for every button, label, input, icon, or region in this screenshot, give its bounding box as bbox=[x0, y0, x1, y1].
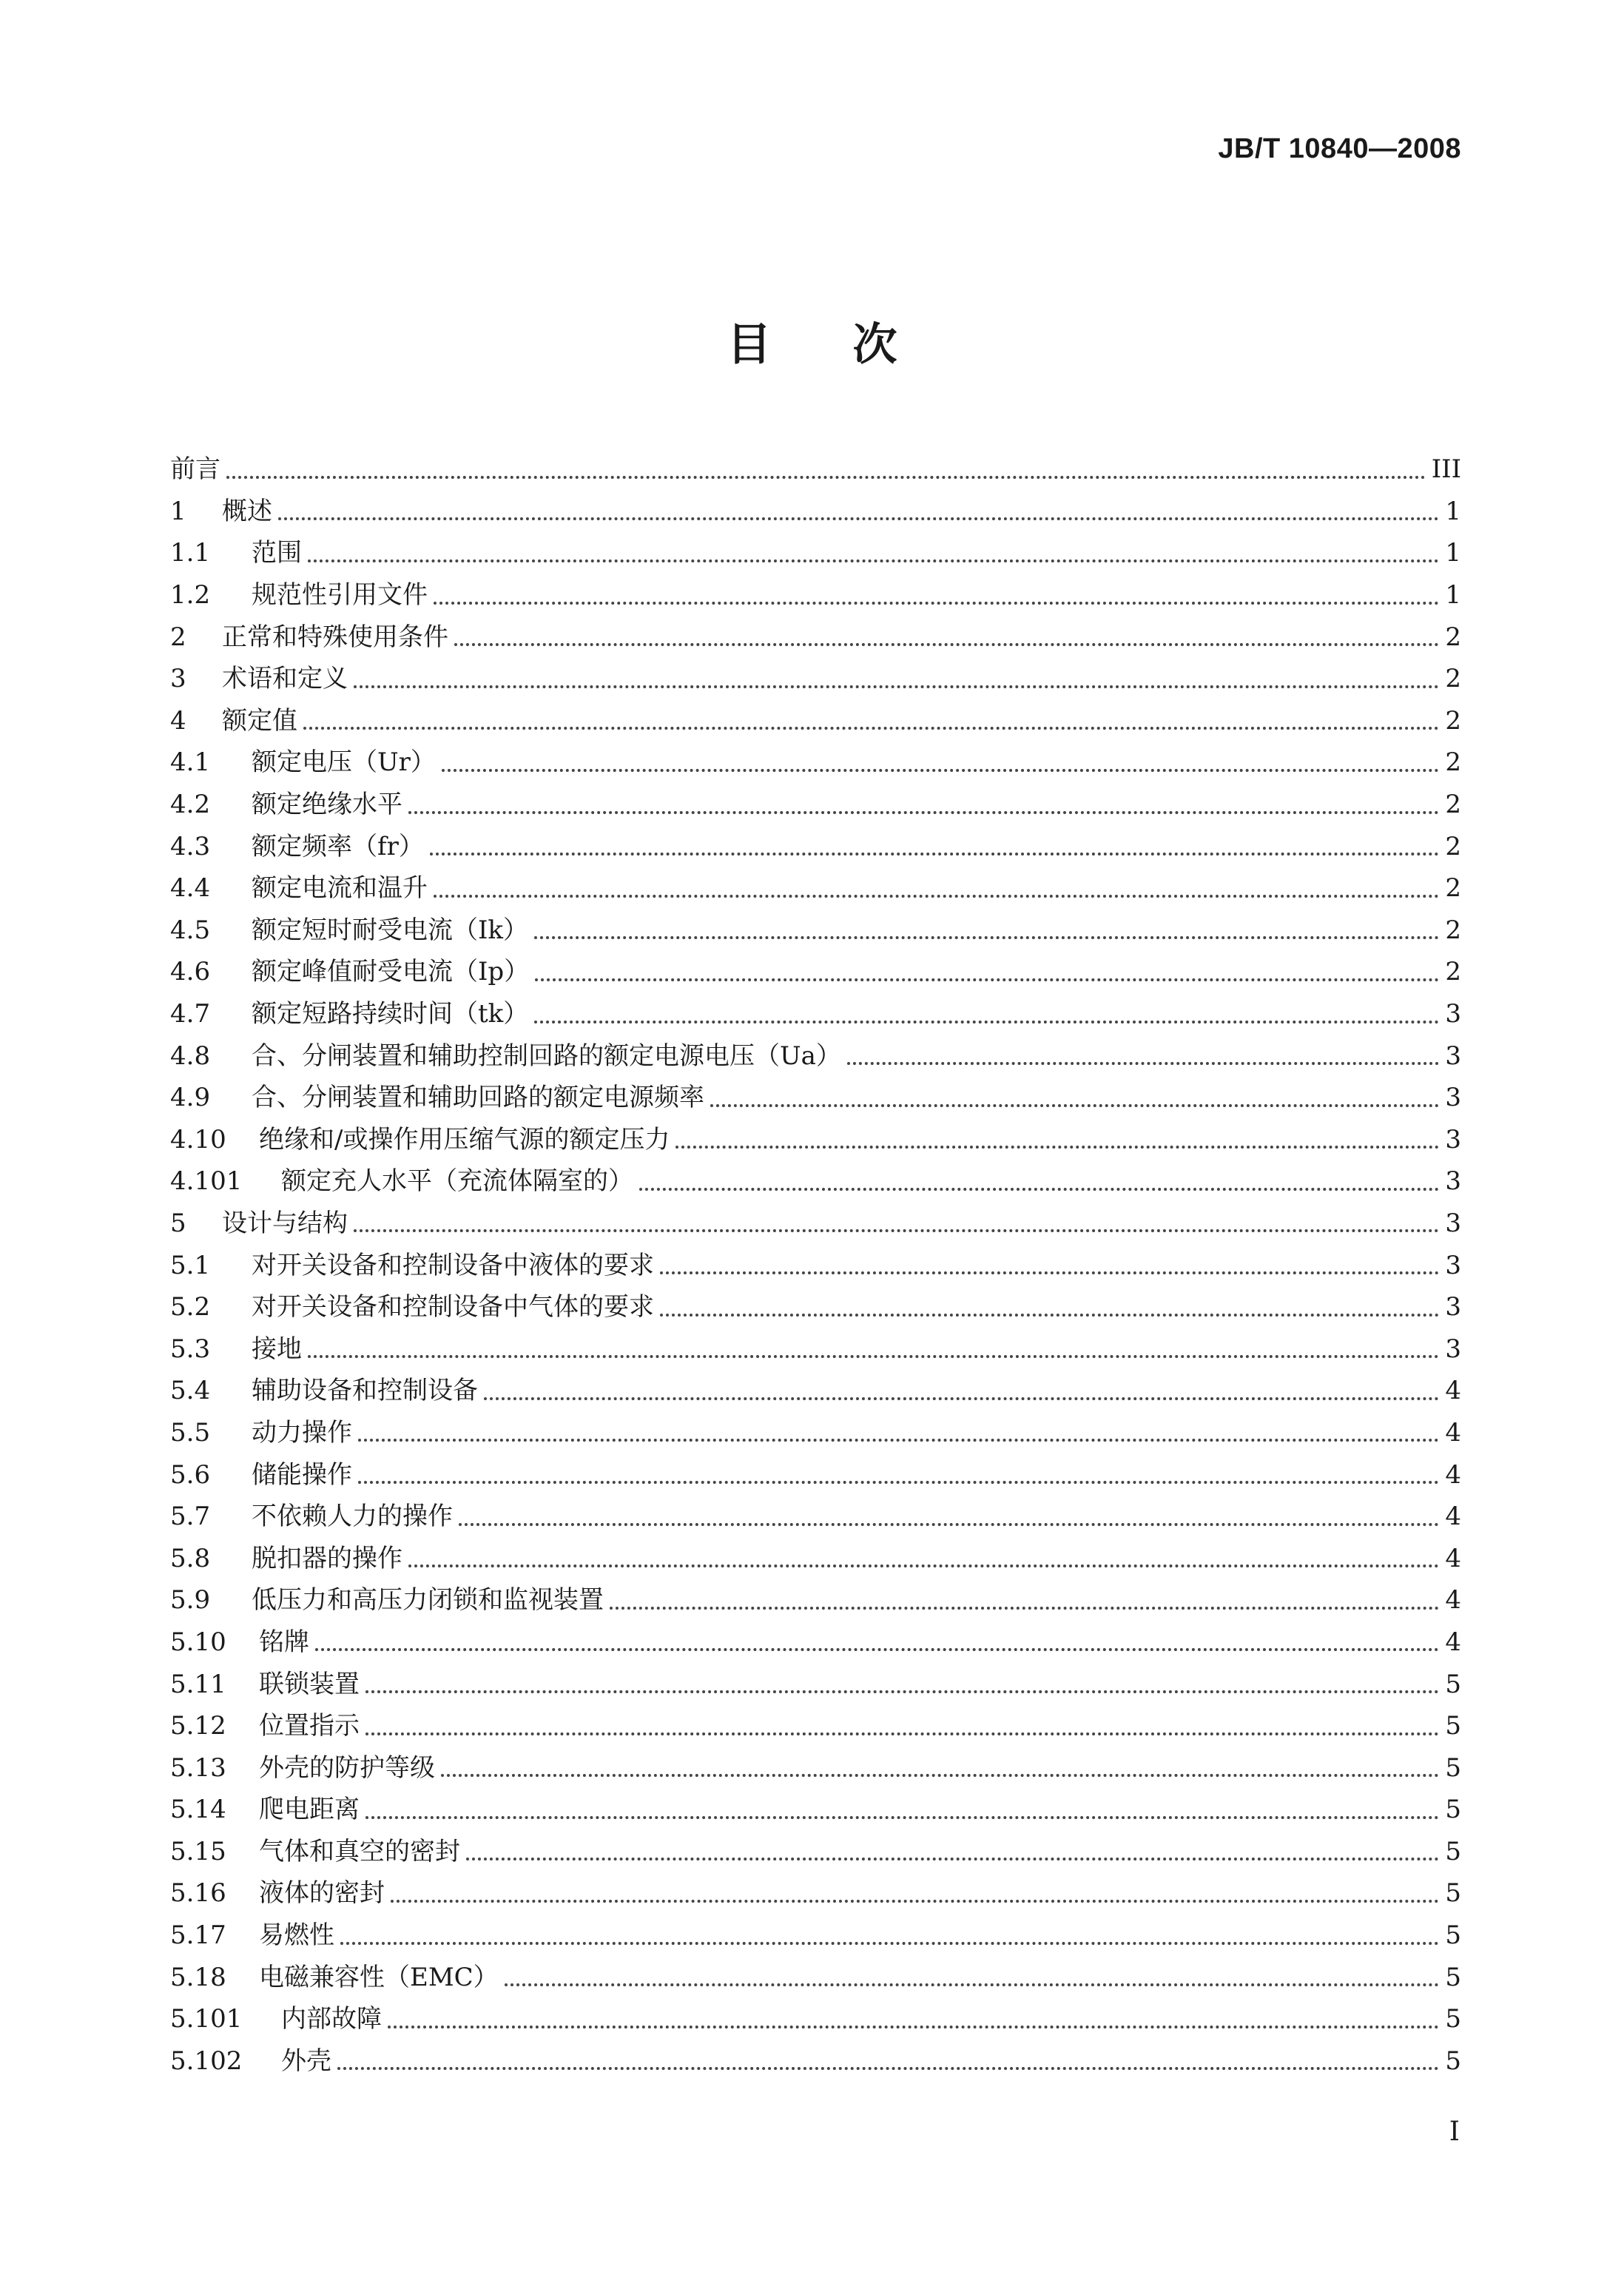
toc-entry-number: 5.101 bbox=[170, 2004, 243, 2034]
toc-entry-number: 5.10 bbox=[170, 1627, 226, 1657]
page-number: I bbox=[1449, 2117, 1460, 2147]
toc-entry-number: 4 bbox=[170, 705, 186, 736]
toc-leader-dots bbox=[484, 1396, 1439, 1400]
toc-leader-dots bbox=[610, 1606, 1439, 1610]
toc-entry[interactable] bbox=[170, 574, 1461, 616]
toc-leader-dots bbox=[442, 768, 1439, 772]
toc-entry-title: 合、分闸装置和辅助控制回路的额定电源电压（Ua） bbox=[252, 1041, 841, 1071]
toc-entry-page: 1 bbox=[1445, 496, 1461, 526]
toc-entry-title: 额定峰值耐受电流（Ip） bbox=[252, 957, 530, 987]
toc-entry-number: 5.14 bbox=[170, 1795, 226, 1825]
toc-entry-title: 前言 bbox=[170, 454, 220, 485]
toc-entry-number: 5.12 bbox=[170, 1711, 226, 1741]
toc-entry[interactable] bbox=[170, 1328, 1461, 1370]
toc-entry-page: 2 bbox=[1445, 915, 1461, 945]
toc-entry-number: 5.6 bbox=[170, 1459, 211, 1490]
toc-entry[interactable] bbox=[170, 1915, 1461, 1957]
toc-leader-dots bbox=[675, 1145, 1439, 1149]
toc-entry-page: 3 bbox=[1445, 1334, 1461, 1364]
toc-leader-dots bbox=[660, 1313, 1439, 1317]
toc-leader-dots bbox=[408, 810, 1439, 814]
toc-leader-dots bbox=[315, 1647, 1439, 1651]
toc-leader-dots bbox=[358, 1438, 1439, 1442]
toc-entry-title: 动力操作 bbox=[252, 1417, 352, 1448]
toc-entry-number: 5.9 bbox=[170, 1585, 211, 1616]
toc-entry-title: 对开关设备和控制设备中液体的要求 bbox=[252, 1250, 654, 1280]
toc-entry-number: 4.101 bbox=[170, 1166, 243, 1197]
toc-entry-number: 2 bbox=[170, 622, 186, 652]
toc-entry-title: 额定充人水平（充流体隔室的） bbox=[281, 1166, 633, 1197]
toc-entry-title: 对开关设备和控制设备中气体的要求 bbox=[252, 1292, 654, 1322]
toc-leader-dots bbox=[441, 1773, 1439, 1777]
toc-leader-dots bbox=[308, 559, 1439, 562]
toc-entry[interactable] bbox=[170, 951, 1461, 993]
toc-entry-title: 位置指示 bbox=[259, 1711, 360, 1741]
toc-entry-page: 3 bbox=[1445, 1124, 1461, 1154]
toc-entry-title: 不依赖人力的操作 bbox=[252, 1502, 453, 1532]
toc-entry-page: 5 bbox=[1445, 1795, 1461, 1825]
toc-entry[interactable] bbox=[170, 1035, 1461, 1077]
toc-entry-title: 接地 bbox=[252, 1334, 302, 1364]
toc-leader-dots bbox=[454, 642, 1439, 646]
toc-entry[interactable] bbox=[170, 1412, 1461, 1454]
toc-entry-title: 储能操作 bbox=[252, 1459, 352, 1490]
toc-entry[interactable] bbox=[170, 825, 1461, 867]
page-title: 目次 bbox=[727, 319, 979, 371]
toc-entry-page: 5 bbox=[1445, 1920, 1461, 1951]
toc-leader-dots bbox=[303, 726, 1439, 730]
toc-entry-page: 3 bbox=[1445, 1166, 1461, 1197]
toc-entry-number: 5.2 bbox=[170, 1292, 211, 1322]
toc-entry-number: 1.2 bbox=[170, 580, 211, 611]
toc-entry-page: 3 bbox=[1445, 1083, 1461, 1113]
toc-entry[interactable] bbox=[170, 1998, 1461, 2040]
toc-entry[interactable] bbox=[170, 1286, 1461, 1328]
toc-leader-dots bbox=[308, 1354, 1439, 1358]
toc-entry-page: 3 bbox=[1445, 1208, 1461, 1238]
toc-entry-number: 4.4 bbox=[170, 873, 211, 904]
toc-entry-title: 额定绝缘水平 bbox=[252, 790, 402, 820]
toc-entry-title: 额定短路持续时间（tk） bbox=[252, 999, 529, 1029]
toc-leader-dots bbox=[710, 1103, 1439, 1107]
toc-entry-page: 5 bbox=[1445, 1711, 1461, 1741]
toc-leader-dots bbox=[459, 1522, 1439, 1526]
toc-entry[interactable] bbox=[170, 1872, 1461, 1915]
toc-entry-number: 5.1 bbox=[170, 1250, 211, 1280]
toc-leader-dots bbox=[535, 978, 1439, 981]
toc-entry-number: 4.8 bbox=[170, 1041, 211, 1071]
toc-entry-page: 5 bbox=[1445, 1878, 1461, 1909]
toc-entry-page: 5 bbox=[1445, 2004, 1461, 2034]
toc-entry-page: 3 bbox=[1445, 999, 1461, 1029]
toc-entry[interactable] bbox=[170, 2040, 1461, 2083]
toc-entry[interactable] bbox=[170, 993, 1461, 1035]
toc-entry-page: 5 bbox=[1445, 1669, 1461, 1699]
toc-entry-page: 4 bbox=[1445, 1459, 1461, 1490]
toc-leader-dots bbox=[365, 1690, 1439, 1693]
toc-entry[interactable] bbox=[170, 1579, 1461, 1621]
toc-entry[interactable] bbox=[170, 1244, 1461, 1286]
toc-leader-dots bbox=[388, 2025, 1439, 2028]
standard-code: JB/T 10840—2008 bbox=[1218, 133, 1461, 164]
toc-leader-dots bbox=[278, 517, 1439, 520]
toc-entry-page: 4 bbox=[1445, 1543, 1461, 1573]
toc-entry-number: 5.18 bbox=[170, 1962, 226, 1992]
toc-leader-dots bbox=[847, 1061, 1439, 1065]
toc-leader-dots bbox=[534, 1020, 1439, 1024]
toc-entry-page: 2 bbox=[1445, 705, 1461, 736]
toc-entry-title: 额定频率（fr） bbox=[252, 831, 424, 861]
toc-entry-title: 低压力和高压力闭锁和监视装置 bbox=[252, 1585, 604, 1616]
toc-entry-page: 2 bbox=[1445, 790, 1461, 820]
toc-entry-number: 5.3 bbox=[170, 1334, 211, 1364]
toc-entry-number: 5.16 bbox=[170, 1878, 226, 1909]
toc-entry[interactable] bbox=[170, 1663, 1461, 1705]
toc-entry-page: 4 bbox=[1445, 1502, 1461, 1532]
toc-entry-title: 范围 bbox=[252, 538, 302, 568]
toc-entry-page: 1 bbox=[1445, 580, 1461, 611]
toc-leader-dots bbox=[337, 2066, 1439, 2070]
toc-entry[interactable] bbox=[170, 1537, 1461, 1579]
toc-entry-title: 联锁装置 bbox=[259, 1669, 360, 1699]
toc-entry-number: 1.1 bbox=[170, 538, 211, 568]
toc-entry-title: 气体和真空的密封 bbox=[259, 1836, 460, 1866]
toc-entry-number: 4.1 bbox=[170, 747, 211, 778]
toc-entry[interactable] bbox=[170, 448, 1461, 491]
toc-entry-title: 概述 bbox=[222, 496, 272, 526]
toc-entry-title: 额定电压（Ur） bbox=[252, 747, 436, 778]
toc-entry-number: 4.10 bbox=[170, 1124, 226, 1154]
toc-entry[interactable] bbox=[170, 1453, 1461, 1496]
toc-entry[interactable] bbox=[170, 616, 1461, 658]
toc-entry-number: 5 bbox=[170, 1208, 186, 1238]
toc-leader-dots bbox=[226, 475, 1426, 479]
toc-entry-page: 5 bbox=[1445, 1962, 1461, 1992]
toc-entry-page: 4 bbox=[1445, 1627, 1461, 1657]
toc-entry-page: 2 bbox=[1445, 957, 1461, 987]
toc-entry[interactable] bbox=[170, 1956, 1461, 1998]
toc-leader-dots bbox=[434, 894, 1439, 898]
toc-entry-title: 规范性引用文件 bbox=[252, 580, 428, 611]
toc-entry-page: 5 bbox=[1445, 2046, 1461, 2076]
toc-entry[interactable] bbox=[170, 1789, 1461, 1831]
toc-entry[interactable] bbox=[170, 532, 1461, 574]
toc-entry-number: 5.15 bbox=[170, 1836, 226, 1866]
toc-entry-page: 1 bbox=[1445, 538, 1461, 568]
toc-entry-page: 4 bbox=[1445, 1376, 1461, 1406]
toc-entry-page: 5 bbox=[1445, 1836, 1461, 1866]
toc-entry-number: 5.13 bbox=[170, 1752, 226, 1783]
toc-entry-title: 爬电距离 bbox=[259, 1795, 360, 1825]
toc-entry-number: 3 bbox=[170, 664, 186, 694]
toc-entry[interactable] bbox=[170, 491, 1461, 533]
toc-leader-dots bbox=[434, 601, 1439, 605]
toc-leader-dots bbox=[466, 1857, 1439, 1861]
toc-entry[interactable] bbox=[170, 1747, 1461, 1789]
toc-leader-dots bbox=[408, 1564, 1439, 1567]
toc-leader-dots bbox=[430, 852, 1439, 856]
toc-entry[interactable] bbox=[170, 742, 1461, 784]
toc-entry[interactable] bbox=[170, 1119, 1461, 1161]
toc-leader-dots bbox=[358, 1480, 1439, 1484]
toc-entry-page: 2 bbox=[1445, 622, 1461, 652]
toc-entry-page: 2 bbox=[1445, 873, 1461, 904]
toc-leader-dots bbox=[365, 1815, 1439, 1819]
toc-entry-title: 铭牌 bbox=[259, 1627, 309, 1657]
toc-entry[interactable] bbox=[170, 867, 1461, 910]
toc-entry-title: 外壳 bbox=[281, 2046, 331, 2076]
toc-leader-dots bbox=[391, 1899, 1439, 1903]
toc-leader-dots bbox=[534, 935, 1439, 939]
toc-entry-title: 脱扣器的操作 bbox=[252, 1543, 402, 1573]
toc-entry[interactable] bbox=[170, 1496, 1461, 1538]
toc-entry-title: 术语和定义 bbox=[222, 664, 348, 694]
toc-entry-title: 液体的密封 bbox=[259, 1878, 385, 1909]
toc-entry[interactable] bbox=[170, 700, 1461, 742]
toc-entry-title: 额定值 bbox=[222, 705, 297, 736]
toc-entry-number: 5.4 bbox=[170, 1376, 211, 1406]
toc-entry-number: 1 bbox=[170, 496, 186, 526]
toc-entry-number: 4.5 bbox=[170, 915, 211, 945]
toc-entry-title: 额定短时耐受电流（Ik） bbox=[252, 915, 529, 945]
toc-entry-title: 绝缘和/或操作用压缩气源的额定压力 bbox=[259, 1124, 670, 1154]
toc-entry[interactable] bbox=[170, 1370, 1461, 1412]
toc-entry-number: 5.17 bbox=[170, 1920, 226, 1951]
toc-entry-page: 2 bbox=[1445, 747, 1461, 778]
toc-entry[interactable] bbox=[170, 658, 1461, 700]
toc-entry-page: III bbox=[1431, 454, 1461, 485]
toc-entry-number: 5.5 bbox=[170, 1417, 211, 1448]
toc-leader-dots bbox=[354, 1228, 1439, 1232]
toc-entry-page: 3 bbox=[1445, 1041, 1461, 1071]
toc-entry-number: 5.102 bbox=[170, 2046, 243, 2076]
toc-entry-title: 设计与结构 bbox=[222, 1208, 348, 1238]
toc-entry[interactable] bbox=[170, 1160, 1461, 1203]
toc-leader-dots bbox=[340, 1941, 1439, 1945]
toc-entry-title: 外壳的防护等级 bbox=[259, 1752, 435, 1783]
toc-entry-title: 易燃性 bbox=[259, 1920, 334, 1951]
toc-entry[interactable] bbox=[170, 1203, 1461, 1245]
toc-entry[interactable] bbox=[170, 1077, 1461, 1119]
toc-entry-title: 内部故障 bbox=[281, 2004, 382, 2034]
toc-entry[interactable] bbox=[170, 784, 1461, 826]
toc-entry-number: 4.3 bbox=[170, 831, 211, 861]
toc-entry-number: 5.8 bbox=[170, 1543, 211, 1573]
toc-entry-number: 5.7 bbox=[170, 1502, 211, 1532]
toc-entry-title: 电磁兼容性（EMC） bbox=[259, 1962, 499, 1992]
toc-entry-number: 4.9 bbox=[170, 1083, 211, 1113]
toc-leader-dots bbox=[660, 1271, 1439, 1274]
table-of-contents bbox=[170, 448, 1461, 2082]
toc-entry[interactable] bbox=[170, 1831, 1461, 1873]
toc-entry-title: 正常和特殊使用条件 bbox=[222, 622, 448, 652]
toc-entry-page: 4 bbox=[1445, 1417, 1461, 1448]
toc-leader-dots bbox=[365, 1732, 1439, 1735]
toc-leader-dots bbox=[354, 685, 1439, 688]
toc-entry[interactable] bbox=[170, 1621, 1461, 1664]
toc-entry-number: 4.2 bbox=[170, 790, 211, 820]
toc-entry-page: 4 bbox=[1445, 1585, 1461, 1616]
toc-entry-title: 合、分闸装置和辅助回路的额定电源频率 bbox=[252, 1083, 704, 1113]
toc-entry-page: 5 bbox=[1445, 1752, 1461, 1783]
toc-entry-title: 辅助设备和控制设备 bbox=[252, 1376, 478, 1406]
toc-entry-page: 2 bbox=[1445, 831, 1461, 861]
toc-entry-number: 4.6 bbox=[170, 957, 211, 987]
toc-entry-page: 3 bbox=[1445, 1292, 1461, 1322]
toc-leader-dots bbox=[639, 1187, 1439, 1191]
toc-entry-title: 额定电流和温升 bbox=[252, 873, 428, 904]
toc-leader-dots bbox=[505, 1983, 1439, 1986]
toc-entry-page: 2 bbox=[1445, 664, 1461, 694]
toc-entry-page: 3 bbox=[1445, 1250, 1461, 1280]
toc-entry[interactable] bbox=[170, 910, 1461, 952]
toc-entry-number: 4.7 bbox=[170, 999, 211, 1029]
toc-entry[interactable] bbox=[170, 1705, 1461, 1747]
toc-entry-number: 5.11 bbox=[170, 1669, 226, 1699]
